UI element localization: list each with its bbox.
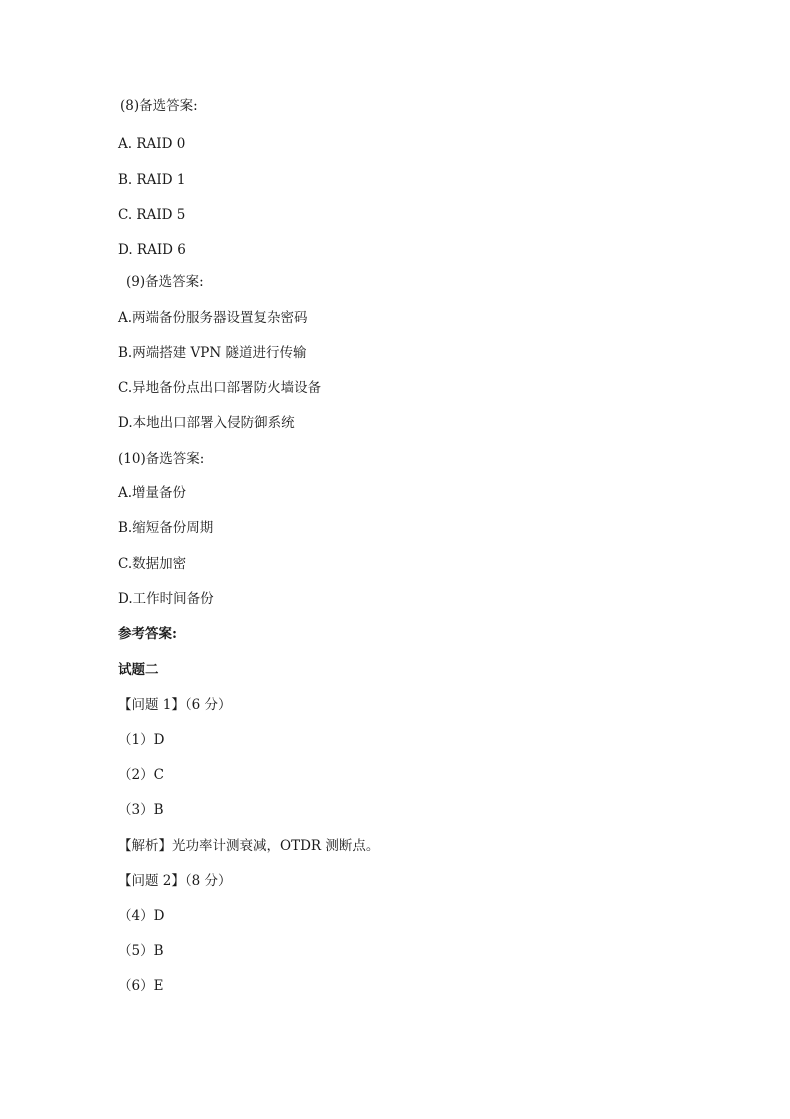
- question-8-option-c: C. RAID 5: [118, 207, 186, 223]
- question-10-option-b: B.缩短备份周期: [118, 520, 214, 536]
- question-8-option-a: A. RAID 0: [118, 136, 186, 152]
- question-9-option-a: A.两端备份服务器设置复杂密码: [118, 310, 308, 326]
- problem-1-heading: 【问题 1】（6 分）: [118, 697, 232, 713]
- question-10-heading: (10)备选答案:: [118, 451, 205, 467]
- answer-3: （3）B: [118, 802, 164, 818]
- question-10-option-c: C.数据加密: [118, 556, 187, 572]
- question-9-option-c: C.异地备份点出口部署防火墙设备: [118, 380, 322, 396]
- problem-2-heading: 【问题 2】（8 分）: [118, 873, 232, 889]
- question-10-option-a: A.增量备份: [118, 485, 187, 501]
- analysis-text: 【解析】光功率计测衰减，OTDR 测断点。: [118, 838, 380, 854]
- section-heading: 试题二: [118, 662, 159, 678]
- question-8-heading: (8)备选答案:: [120, 98, 198, 114]
- answer-6: （6）E: [118, 978, 164, 994]
- question-8-option-b: B. RAID 1: [118, 172, 186, 188]
- question-9-heading: (9)备选答案:: [126, 274, 204, 290]
- question-10-option-d: D.工作时间备份: [118, 591, 214, 607]
- question-8-option-d: D. RAID 6: [118, 242, 186, 258]
- question-9-option-b: B.两端搭建 VPN 隧道进行传输: [118, 345, 307, 361]
- reference-answers-title: 参考答案:: [118, 626, 177, 642]
- answer-1: （1）D: [118, 732, 165, 748]
- answer-2: （2）C: [118, 767, 164, 783]
- answer-4: （4）D: [118, 908, 165, 924]
- answer-5: （5）B: [118, 943, 164, 959]
- question-9-option-d: D.本地出口部署入侵防御系统: [118, 415, 295, 431]
